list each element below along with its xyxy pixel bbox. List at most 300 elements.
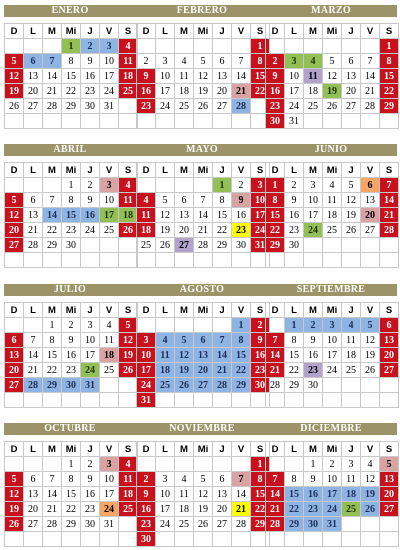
day-cell: 2 bbox=[137, 54, 156, 69]
empty-cell bbox=[285, 393, 304, 408]
weekday-header: L bbox=[285, 24, 304, 39]
empty-cell bbox=[156, 393, 175, 408]
weekday-header: Mi bbox=[323, 24, 342, 39]
day-cell: 16 bbox=[81, 208, 100, 223]
month-septiembre bbox=[265, 284, 397, 408]
empty-cell bbox=[62, 253, 81, 268]
empty-cell bbox=[156, 178, 175, 193]
day-cell: 26 bbox=[342, 223, 361, 238]
empty-cell bbox=[175, 114, 194, 129]
weekday-header: M bbox=[43, 442, 62, 457]
day-cell: 18 bbox=[323, 208, 342, 223]
day-cell: 10 bbox=[285, 69, 304, 84]
empty-cell bbox=[323, 114, 342, 129]
day-cell: 16 bbox=[232, 208, 251, 223]
day-cell: 15 bbox=[43, 348, 62, 363]
day-cell: 19 bbox=[361, 487, 380, 502]
empty-cell bbox=[137, 457, 156, 472]
day-cell: 22 bbox=[251, 502, 270, 517]
week-row bbox=[266, 502, 399, 517]
empty-cell bbox=[5, 318, 24, 333]
weekday-header: D bbox=[266, 163, 285, 178]
week-row bbox=[5, 69, 138, 84]
week-row bbox=[5, 517, 138, 532]
day-cell: 27 bbox=[24, 517, 43, 532]
day-cell: 9 bbox=[232, 193, 251, 208]
day-cell: 15 bbox=[285, 487, 304, 502]
month-agosto bbox=[136, 284, 268, 408]
empty-cell bbox=[119, 378, 138, 393]
day-cell: 3 bbox=[285, 54, 304, 69]
day-cell: 14 bbox=[266, 487, 285, 502]
day-cell: 25 bbox=[137, 238, 156, 253]
day-cell: 26 bbox=[361, 502, 380, 517]
empty-cell bbox=[100, 114, 119, 129]
day-cell: 12 bbox=[119, 333, 138, 348]
empty-cell bbox=[213, 393, 232, 408]
week-row bbox=[266, 39, 399, 54]
week-row bbox=[137, 69, 270, 84]
day-cell: 11 bbox=[119, 193, 138, 208]
week-row bbox=[266, 487, 399, 502]
week-row bbox=[5, 238, 138, 253]
weekday-header: V bbox=[361, 24, 380, 39]
day-cell: 16 bbox=[304, 487, 323, 502]
day-cell: 13 bbox=[24, 208, 43, 223]
day-cell: 29 bbox=[285, 517, 304, 532]
weekday-header: M bbox=[175, 24, 194, 39]
day-cell: 20 bbox=[380, 487, 399, 502]
day-cell: 30 bbox=[81, 517, 100, 532]
day-cell: 20 bbox=[194, 363, 213, 378]
week-row bbox=[5, 502, 138, 517]
day-cell: 24 bbox=[156, 517, 175, 532]
empty-cell bbox=[285, 457, 304, 472]
weekday-header: Mi bbox=[194, 442, 213, 457]
day-cell: 21 bbox=[43, 84, 62, 99]
day-cell: 8 bbox=[285, 472, 304, 487]
empty-cell bbox=[156, 318, 175, 333]
day-cell: 8 bbox=[232, 333, 251, 348]
day-cell: 12 bbox=[5, 487, 24, 502]
day-cell: 19 bbox=[342, 208, 361, 223]
weekday-header: J bbox=[342, 24, 361, 39]
day-cell: 20 bbox=[24, 84, 43, 99]
day-cell: 22 bbox=[266, 223, 285, 238]
week-row bbox=[137, 378, 270, 393]
empty-cell bbox=[304, 39, 323, 54]
day-cell: 27 bbox=[342, 99, 361, 114]
day-cell: 9 bbox=[81, 193, 100, 208]
day-cell: 13 bbox=[342, 69, 361, 84]
weekday-header: S bbox=[119, 303, 138, 318]
day-cell: 1 bbox=[266, 178, 285, 193]
weekday-header: V bbox=[232, 24, 251, 39]
day-cell: 27 bbox=[380, 502, 399, 517]
empty-cell bbox=[232, 39, 251, 54]
week-row bbox=[266, 178, 399, 193]
day-cell: 25 bbox=[175, 517, 194, 532]
empty-cell bbox=[5, 39, 24, 54]
day-cell: 31 bbox=[100, 517, 119, 532]
empty-cell bbox=[81, 253, 100, 268]
month-noviembre bbox=[136, 423, 268, 547]
weekday-header: J bbox=[213, 303, 232, 318]
day-cell: 9 bbox=[285, 193, 304, 208]
day-cell: 9 bbox=[81, 472, 100, 487]
week-row bbox=[5, 487, 138, 502]
day-cell: 15 bbox=[62, 69, 81, 84]
weekday-header: M bbox=[304, 24, 323, 39]
weekday-header: S bbox=[119, 24, 138, 39]
day-cell: 14 bbox=[232, 487, 251, 502]
month-title: ABRIL bbox=[4, 144, 136, 156]
weekday-header: M bbox=[175, 303, 194, 318]
empty-cell bbox=[137, 178, 156, 193]
weekday-header: V bbox=[361, 303, 380, 318]
week-row bbox=[266, 532, 399, 547]
weekday-header: D bbox=[266, 442, 285, 457]
day-cell: 13 bbox=[24, 487, 43, 502]
day-cell: 7 bbox=[43, 54, 62, 69]
day-cell: 18 bbox=[156, 363, 175, 378]
day-cell: 17 bbox=[323, 348, 342, 363]
day-cell: 27 bbox=[361, 223, 380, 238]
month-title: NOVIEMBRE bbox=[136, 423, 268, 435]
empty-cell bbox=[285, 39, 304, 54]
empty-cell bbox=[323, 532, 342, 547]
day-cell: 14 bbox=[380, 193, 399, 208]
day-cell: 10 bbox=[100, 472, 119, 487]
day-cell: 25 bbox=[119, 502, 138, 517]
day-cell: 12 bbox=[175, 348, 194, 363]
empty-cell bbox=[342, 532, 361, 547]
week-row bbox=[137, 333, 270, 348]
weekday-header: M bbox=[43, 163, 62, 178]
empty-cell bbox=[342, 517, 361, 532]
empty-cell bbox=[380, 114, 399, 129]
day-cell: 25 bbox=[304, 99, 323, 114]
day-cell: 21 bbox=[266, 363, 285, 378]
day-cell: 10 bbox=[304, 193, 323, 208]
week-row bbox=[266, 333, 399, 348]
week-row bbox=[137, 363, 270, 378]
day-cell: 29 bbox=[43, 378, 62, 393]
week-row bbox=[137, 472, 270, 487]
month-grid bbox=[265, 302, 399, 408]
day-cell: 15 bbox=[232, 348, 251, 363]
day-cell: 3 bbox=[156, 54, 175, 69]
week-row bbox=[266, 69, 399, 84]
empty-cell bbox=[232, 253, 251, 268]
day-cell: 12 bbox=[5, 69, 24, 84]
day-cell: 21 bbox=[361, 84, 380, 99]
empty-cell bbox=[100, 238, 119, 253]
day-cell: 11 bbox=[323, 193, 342, 208]
week-row bbox=[266, 517, 399, 532]
day-cell: 22 bbox=[62, 502, 81, 517]
day-cell: 17 bbox=[156, 502, 175, 517]
weekday-header: D bbox=[5, 163, 24, 178]
day-cell: 27 bbox=[5, 238, 24, 253]
day-cell: 18 bbox=[119, 69, 138, 84]
month-title: MARZO bbox=[265, 5, 397, 17]
empty-cell bbox=[24, 457, 43, 472]
week-row bbox=[5, 348, 138, 363]
day-cell: 18 bbox=[304, 84, 323, 99]
empty-cell bbox=[323, 39, 342, 54]
day-cell: 19 bbox=[5, 84, 24, 99]
weekday-header: S bbox=[251, 163, 270, 178]
empty-cell bbox=[24, 178, 43, 193]
day-cell: 24 bbox=[323, 502, 342, 517]
day-cell: 10 bbox=[137, 348, 156, 363]
day-cell: 17 bbox=[323, 487, 342, 502]
day-cell: 22 bbox=[43, 363, 62, 378]
empty-cell bbox=[24, 114, 43, 129]
day-cell: 28 bbox=[266, 517, 285, 532]
week-row bbox=[137, 253, 270, 268]
week-row bbox=[5, 223, 138, 238]
weekday-header: L bbox=[156, 303, 175, 318]
week-row bbox=[266, 223, 399, 238]
weekday-header: L bbox=[285, 303, 304, 318]
day-cell: 25 bbox=[100, 363, 119, 378]
day-cell: 20 bbox=[5, 363, 24, 378]
week-row bbox=[137, 84, 270, 99]
week-row bbox=[5, 457, 138, 472]
week-row bbox=[137, 114, 270, 129]
day-cell: 19 bbox=[156, 223, 175, 238]
weekday-header: M bbox=[43, 24, 62, 39]
day-cell: 10 bbox=[100, 193, 119, 208]
day-cell: 28 bbox=[213, 378, 232, 393]
day-cell: 21 bbox=[213, 363, 232, 378]
day-cell: 22 bbox=[285, 363, 304, 378]
day-cell: 9 bbox=[266, 69, 285, 84]
empty-cell bbox=[361, 393, 380, 408]
day-cell: 14 bbox=[213, 348, 232, 363]
day-cell: 21 bbox=[232, 502, 251, 517]
day-cell: 6 bbox=[213, 54, 232, 69]
day-cell: 24 bbox=[137, 378, 156, 393]
day-cell: 30 bbox=[266, 114, 285, 129]
day-cell: 15 bbox=[380, 69, 399, 84]
empty-cell bbox=[119, 393, 138, 408]
empty-cell bbox=[194, 114, 213, 129]
day-cell: 3 bbox=[156, 472, 175, 487]
day-cell: 9 bbox=[251, 333, 270, 348]
day-cell: 23 bbox=[81, 84, 100, 99]
day-cell: 24 bbox=[81, 223, 100, 238]
week-row bbox=[137, 54, 270, 69]
empty-cell bbox=[342, 238, 361, 253]
day-cell: 13 bbox=[213, 487, 232, 502]
empty-cell bbox=[5, 393, 24, 408]
empty-cell bbox=[361, 532, 380, 547]
day-cell: 18 bbox=[100, 348, 119, 363]
day-cell: 11 bbox=[100, 333, 119, 348]
day-cell: 14 bbox=[43, 487, 62, 502]
day-cell: 18 bbox=[342, 487, 361, 502]
day-cell: 16 bbox=[266, 84, 285, 99]
day-cell: 9 bbox=[62, 333, 81, 348]
week-row bbox=[266, 318, 399, 333]
week-row bbox=[266, 114, 399, 129]
day-cell: 17 bbox=[156, 84, 175, 99]
week-row bbox=[5, 318, 138, 333]
day-cell: 30 bbox=[62, 238, 81, 253]
empty-cell bbox=[380, 532, 399, 547]
day-cell: 1 bbox=[62, 39, 81, 54]
day-cell: 9 bbox=[81, 54, 100, 69]
weekday-header: D bbox=[5, 303, 24, 318]
week-row bbox=[5, 39, 138, 54]
day-cell: 24 bbox=[100, 502, 119, 517]
empty-cell bbox=[342, 39, 361, 54]
month-grid bbox=[265, 441, 399, 547]
day-cell: 13 bbox=[380, 333, 399, 348]
empty-cell bbox=[194, 178, 213, 193]
day-cell: 1 bbox=[285, 318, 304, 333]
day-cell: 31 bbox=[81, 378, 100, 393]
day-cell: 25 bbox=[342, 502, 361, 517]
day-cell: 20 bbox=[361, 208, 380, 223]
day-cell: 12 bbox=[361, 333, 380, 348]
weekday-header: S bbox=[119, 163, 138, 178]
week-row bbox=[266, 238, 399, 253]
empty-cell bbox=[156, 253, 175, 268]
day-cell: 7 bbox=[266, 333, 285, 348]
weekday-header: M bbox=[175, 442, 194, 457]
day-cell: 15 bbox=[266, 208, 285, 223]
month-title: DICIEMBRE bbox=[265, 423, 397, 435]
day-cell: 5 bbox=[194, 472, 213, 487]
day-cell: 5 bbox=[194, 54, 213, 69]
day-cell: 5 bbox=[5, 193, 24, 208]
empty-cell bbox=[213, 318, 232, 333]
day-cell: 5 bbox=[156, 193, 175, 208]
day-cell: 3 bbox=[137, 333, 156, 348]
empty-cell bbox=[361, 114, 380, 129]
day-cell: 30 bbox=[137, 532, 156, 547]
day-cell: 21 bbox=[380, 208, 399, 223]
day-cell: 20 bbox=[175, 223, 194, 238]
day-cell: 4 bbox=[100, 318, 119, 333]
day-cell: 27 bbox=[380, 363, 399, 378]
weekday-header: M bbox=[43, 303, 62, 318]
day-cell: 16 bbox=[81, 69, 100, 84]
day-cell: 20 bbox=[380, 348, 399, 363]
month-grid bbox=[136, 302, 270, 408]
day-cell: 10 bbox=[323, 333, 342, 348]
empty-cell bbox=[232, 393, 251, 408]
weekday-header: D bbox=[5, 442, 24, 457]
empty-cell bbox=[361, 378, 380, 393]
day-cell: 7 bbox=[232, 54, 251, 69]
weekday-header: L bbox=[156, 163, 175, 178]
month-title: ENERO bbox=[4, 5, 136, 17]
week-row bbox=[137, 457, 270, 472]
empty-cell bbox=[304, 253, 323, 268]
day-cell: 10 bbox=[81, 333, 100, 348]
day-cell: 29 bbox=[43, 238, 62, 253]
day-cell: 31 bbox=[137, 393, 156, 408]
day-cell: 3 bbox=[81, 318, 100, 333]
week-row bbox=[137, 223, 270, 238]
day-cell: 1 bbox=[43, 318, 62, 333]
day-cell: 11 bbox=[342, 333, 361, 348]
day-cell: 7 bbox=[194, 193, 213, 208]
empty-cell bbox=[81, 114, 100, 129]
day-cell: 23 bbox=[232, 223, 251, 238]
weekday-header: M bbox=[304, 442, 323, 457]
day-cell: 18 bbox=[137, 223, 156, 238]
week-row bbox=[5, 393, 138, 408]
day-cell: 8 bbox=[62, 472, 81, 487]
day-cell: 4 bbox=[156, 333, 175, 348]
day-cell: 24 bbox=[285, 99, 304, 114]
month-grid bbox=[4, 162, 138, 268]
week-row bbox=[137, 39, 270, 54]
weekday-header: S bbox=[380, 163, 399, 178]
day-cell: 28 bbox=[24, 378, 43, 393]
weekday-header: S bbox=[380, 442, 399, 457]
empty-cell bbox=[43, 532, 62, 547]
day-cell: 19 bbox=[194, 502, 213, 517]
day-cell: 4 bbox=[175, 472, 194, 487]
day-cell: 27 bbox=[194, 378, 213, 393]
day-cell: 2 bbox=[285, 178, 304, 193]
empty-cell bbox=[213, 457, 232, 472]
day-cell: 5 bbox=[361, 318, 380, 333]
empty-cell bbox=[342, 393, 361, 408]
weekday-header: S bbox=[380, 24, 399, 39]
week-row bbox=[137, 238, 270, 253]
empty-cell bbox=[175, 393, 194, 408]
month-grid bbox=[4, 302, 138, 408]
empty-cell bbox=[213, 114, 232, 129]
empty-cell bbox=[137, 114, 156, 129]
week-row bbox=[5, 208, 138, 223]
weekday-header: D bbox=[137, 442, 156, 457]
empty-cell bbox=[194, 39, 213, 54]
weekday-header: J bbox=[213, 24, 232, 39]
empty-cell bbox=[175, 457, 194, 472]
week-row bbox=[5, 84, 138, 99]
day-cell: 27 bbox=[213, 517, 232, 532]
empty-cell bbox=[100, 378, 119, 393]
day-cell: 18 bbox=[119, 487, 138, 502]
weekday-header: V bbox=[100, 24, 119, 39]
week-row bbox=[266, 363, 399, 378]
week-row bbox=[266, 99, 399, 114]
empty-cell bbox=[43, 457, 62, 472]
weekday-header: J bbox=[81, 442, 100, 457]
day-cell: 12 bbox=[342, 193, 361, 208]
empty-cell bbox=[323, 393, 342, 408]
empty-cell bbox=[156, 114, 175, 129]
day-cell: 13 bbox=[194, 348, 213, 363]
day-cell: 11 bbox=[119, 472, 138, 487]
day-cell: 1 bbox=[251, 457, 270, 472]
day-cell: 4 bbox=[119, 178, 138, 193]
day-cell: 26 bbox=[194, 99, 213, 114]
weekday-header: D bbox=[266, 24, 285, 39]
day-cell: 3 bbox=[100, 39, 119, 54]
weekday-header: V bbox=[361, 442, 380, 457]
day-cell: 26 bbox=[119, 363, 138, 378]
